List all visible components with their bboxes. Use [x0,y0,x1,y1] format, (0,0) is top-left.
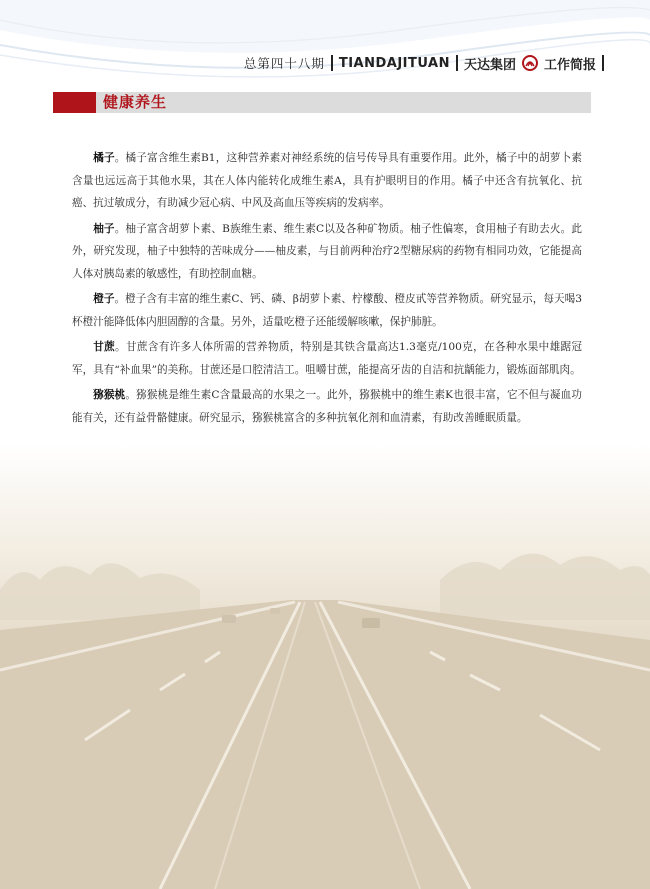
page-header [244,52,604,74]
fruit-term: 甘蔗 [93,341,116,353]
section-header-bar [53,92,591,113]
fruit-term: 橘子 [93,152,115,164]
paragraph-text: 。甘蔗含有许多人体所需的营养物质，特别是其铁含量高达1.3毫克/100克，在各种水果中雄踞冠军，具有“补血果”的美称。甘蔗还是口腔清洁工。咀嚼甘蔗，能提高牙齿的自洁和抗龋能力，锻炼面部肌肉。 [72,341,583,376]
header-divider [602,55,604,71]
header-divider [331,55,333,71]
section-title: 健康养生 [103,93,168,111]
company-logo-icon [522,55,538,71]
header-swoosh-decoration [0,0,650,100]
paragraph-text: 。橘子富含维生素B1，这种营养素对神经系统的信号传导具有重要作用。此外，橘子中的胡萝卜素含量也远远高于其他水果，其在人体内能转化成维生素A，具有护眼明目的作用。橘子中还含有抗氧化、抗癌、抗过敏成分，有助减少冠心病、中风及高血压等疾病的发病率。 [72,152,582,209]
paragraph-text: 。柚子富含胡萝卜素、B族维生素、维生素C以及各种矿物质。柚子性偏寒，食用柚子有助去火。此外，研究发现，柚子中独特的苦味成分——柚皮素，与目前两种治疗2型糖尿病的药物有相同功效，它能提高人体对胰岛素的敏感性，有助控制血糖。 [72,222,583,280]
paragraph [72,218,582,286]
paragraph [72,336,582,381]
brand-chinese: 天达集团 [463,57,516,73]
paragraph [72,147,582,215]
fruit-term: 橙子 [93,293,115,305]
brand-english: TIANDAJITUAN [338,55,450,71]
paragraph [72,288,582,333]
issue-number: 总第四十八期 [243,56,325,71]
fruit-term: 猕猴桃 [93,389,126,401]
publication-name: 工作简报 [543,57,596,73]
paragraph-text: 。橙子含有丰富的维生素C、钙、磷、β胡萝卜素、柠檬酸、橙皮甙等营养物质。研究显示，每天喝3杯橙汁能降低体内胆固醇的含量。另外，适量吃橙子还能缓解咳嗽，保护肺脏。 [72,293,583,328]
paragraph-text: 。猕猴桃是维生素C含量最高的水果之一。此外，猕猴桃中的维生素K也很丰富，它不但与凝血功能有关，还有益骨骼健康。研究显示，猕猴桃富含的多种抗氧化剂和血清素，有助改善睡眠质量。 [72,389,582,424]
article-body [72,147,582,432]
fruit-term: 柚子 [93,222,115,235]
paragraph [72,384,582,429]
highway-background-image [0,520,650,889]
header-divider [456,55,458,71]
section-accent-block [53,92,96,113]
